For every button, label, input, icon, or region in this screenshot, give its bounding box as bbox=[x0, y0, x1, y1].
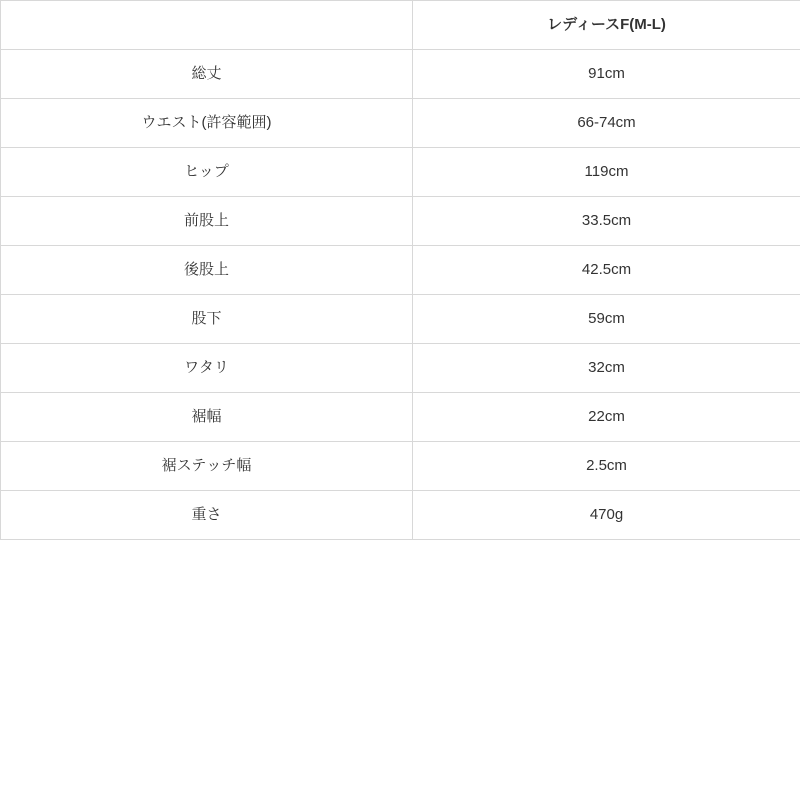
row-label: 股下 bbox=[1, 295, 413, 344]
row-label: 後股上 bbox=[1, 246, 413, 295]
row-label: ワタリ bbox=[1, 344, 413, 393]
size-table-body bbox=[1, 1, 800, 540]
row-label: 総丈 bbox=[1, 50, 413, 99]
table-row bbox=[1, 344, 800, 393]
table-header-row bbox=[1, 1, 800, 50]
row-label: ヒップ bbox=[1, 148, 413, 197]
row-value: 66-74cm bbox=[413, 99, 800, 148]
table-row bbox=[1, 148, 800, 197]
table-row bbox=[1, 393, 800, 442]
table-row bbox=[1, 246, 800, 295]
row-value: 119cm bbox=[413, 148, 800, 197]
row-value: 2.5cm bbox=[413, 442, 800, 491]
table-row bbox=[1, 50, 800, 99]
table-row bbox=[1, 442, 800, 491]
row-value: 42.5cm bbox=[413, 246, 800, 295]
table-row bbox=[1, 99, 800, 148]
row-value: 59cm bbox=[413, 295, 800, 344]
table-row bbox=[1, 295, 800, 344]
row-label: 前股上 bbox=[1, 197, 413, 246]
row-value: 22cm bbox=[413, 393, 800, 442]
header-blank-cell bbox=[1, 1, 413, 50]
table-row bbox=[1, 491, 800, 540]
header-size-cell: レディースF(M-L) bbox=[413, 1, 800, 50]
table-row bbox=[1, 197, 800, 246]
row-value: 470g bbox=[413, 491, 800, 540]
row-label: 裾幅 bbox=[1, 393, 413, 442]
row-label: 重さ bbox=[1, 491, 413, 540]
row-label: 裾ステッチ幅 bbox=[1, 442, 413, 491]
row-label: ウエスト(許容範囲) bbox=[1, 99, 413, 148]
row-value: 32cm bbox=[413, 344, 800, 393]
row-value: 91cm bbox=[413, 50, 800, 99]
row-value: 33.5cm bbox=[413, 197, 800, 246]
